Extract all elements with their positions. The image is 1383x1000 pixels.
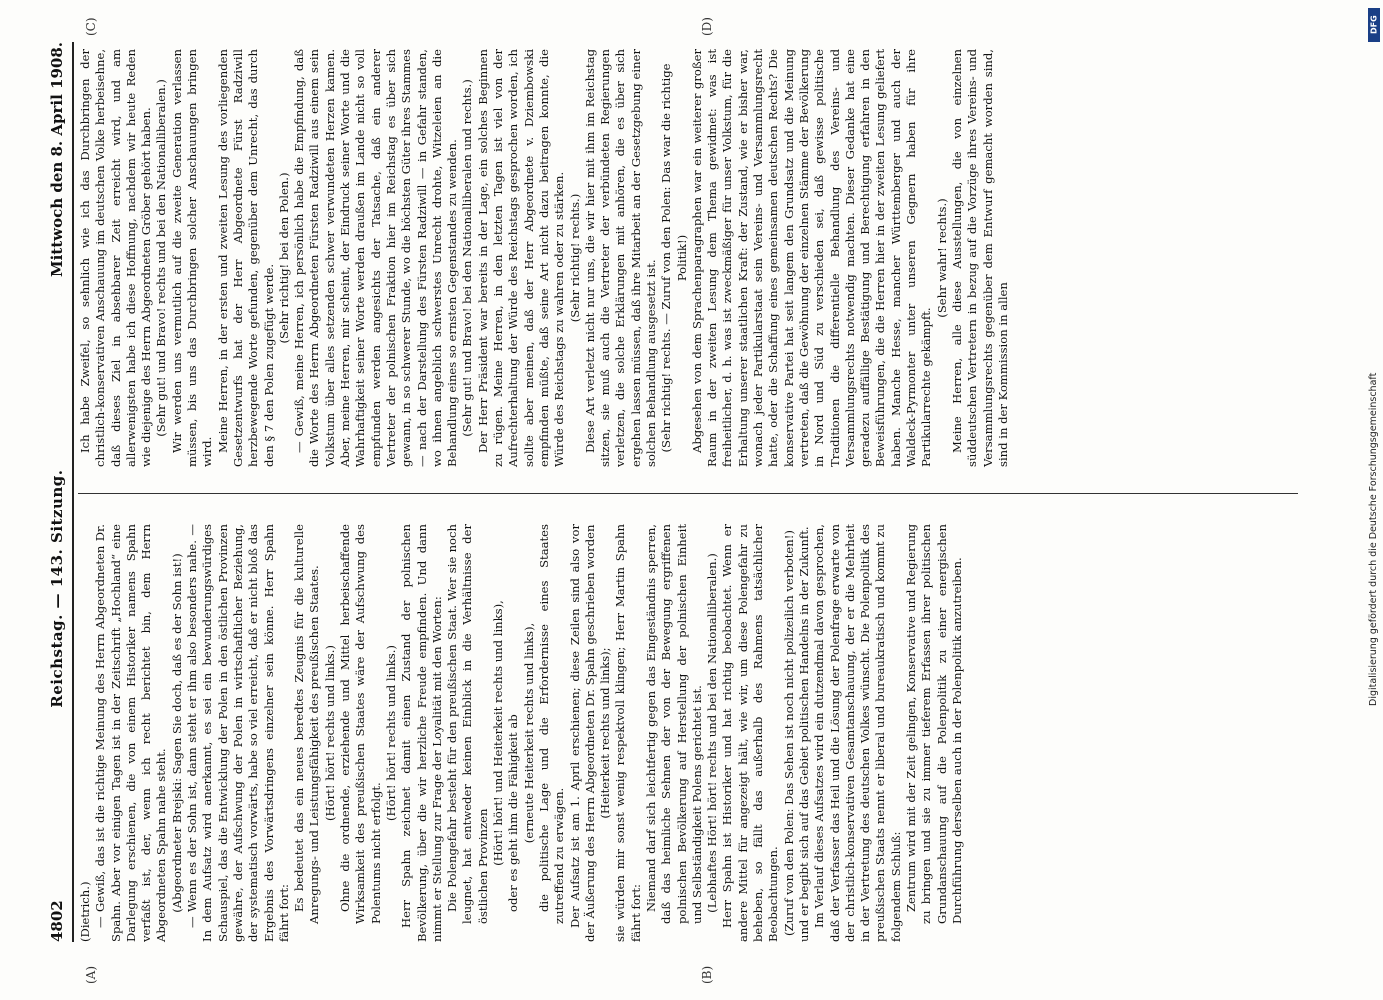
paragraph: Der Herr Präsident war bereits in der Lage, ein solches Beginnen zu rügen. Meine Herren, in den letzten Tagen ist viel von der Aufrechterhaltung der Würde des Reichstags gesprochen worden, ich sollte aber meinen, daß der Herr Abgeordnete v. Dziembowski empfinden müßte, daß seine Art nicht dazu beitragen konnte, die Würde des Reichstags zu wahren oder zu stärken.: [475, 49, 567, 467]
paragraph: Meine Herren, in der ersten und zweiten Lesung des vorliegenden Gesetzentwurfs hat der Herr Abgeordnete Fürst Radziwill herzbewegende Worte gefunden, gegenüber dem Unrecht, das durch den § 7 den Polen zugefügt werde.: [215, 49, 276, 467]
interjection: (Heiterkeit rechts und links);: [598, 647, 613, 819]
paragraph: Es bedeutet das ein neues beredtes Zeugnis für die kulturelle Anregungs- und Leistungsfähigkeit des preußischen Staates.: [292, 524, 322, 924]
margin-marker-c: (C): [84, 17, 98, 36]
interjection: (Sehr gut! und Bravo! rechts und bei den Nationalliberalen.): [154, 79, 169, 437]
margin-marker-d: (D): [700, 17, 714, 36]
interjection: (Sehr gut! und Bravo! bei den Nationalliberalen und rechts.): [460, 79, 475, 437]
interjection: (Sehr richtig! rechts. — Zuruf von den Polen: Das war die richtige Politik!): [659, 63, 689, 453]
interjection: (erneute Heiterkeit rechts und links),: [521, 622, 536, 844]
paragraph: Wir werden uns vermutlich auf die zweite Generation verlassen müssen, bis uns das Durchbringen solcher Anschauungen bringen wird.: [169, 49, 215, 467]
digitization-credit: Digitalisierung gefördert durch die Deutsche Forschungsgemeinschaft: [1368, 372, 1379, 706]
paragraph: Ohne die ordnende, erziehende und Mittel herbeischaffende Wirksamkeit des preußischen Staates wäre der Aufschwung des Polentums nicht erfolgt.: [338, 524, 383, 924]
paragraph: Diese Art verletzt nicht nur uns, die wir hier mit ihm im Reichstag sitzen, sie muß auch die Vertreter der verbündeten Regierungen verletzen, die solche Erklärungen mit anhören, die es über sich ergehen lassen müssen, daß ihre Mitarbeit an der Gesetzgebung einer solchen Behandlung ausgesetzt ist.: [582, 49, 658, 467]
page-date: Mittwoch den 8. April 1908.: [48, 42, 66, 277]
paragraph: und er begibt sich auf das Gebiet politischen Handelns in der Zukunft.: [796, 526, 811, 942]
paragraph: die politische Lage und die Erfordernisse eines Staates zutreffend zu erwägen.: [536, 524, 567, 924]
paragraph: sie würden mir sonst wenig respektvoll klingen; Herr Martin Spahn fährt fort:: [613, 524, 643, 942]
paragraph: Die Polengefahr besteht für den preußischen Staat. Wer sie noch leugnet, hat entweder keinen Einblick in die Verhältnisse der östlichen Provinzen: [445, 524, 490, 924]
paragraph: Im Verlauf dieses Aufsatzes wird ein dutzendmal davon gesprochen, daß der Verfasser das Heil und die Lösung der Polenfrage erwarte von der christlich-konservativen Gesamtanschauung, der er die Mehrheit in der Vertretung des deutschen Volkes wünscht. Die Polenpolitik des preußischen Staats nennt er liberal und bureaukratisch und kommt zu folgendem Schluß:: [812, 524, 903, 942]
interjection: (Abgeordneter Brejski: Sagen Sie doch, daß es der Sohn ist!): [169, 553, 184, 913]
page-header: [46, 42, 68, 942]
header-rule: [72, 42, 74, 942]
interjection: (Zuruf von den Polen: Das Sehen ist noch nicht polizeilich verboten!): [781, 530, 796, 936]
paragraph: Abgesehen von dem Sprachenparagraphen war ein weiterer großer Raum in der zweiten Lesung dem Thema gewidmet: was ist freiheitlicher, d. h. was ist zweckmäßiger für unser Volkstum, für die Erhaltung unserer staatlichen Kraft: der Zustand, wie er bisher war, wonach jeder Partikularstaat sein Vereins- und Versammlungsrecht hatte, oder die Schaffung eines gemeinsamen deutschen Rechts? Die konservative Partei hat seit langem den Grundsatz und die Meinung vertreten, daß die Gewöhnung der einzelnen Stämme der Bevölkerung in Nord und Süd zu verschieden sei, daß gewisse politische Traditionen die differentielle Behandlung des Vereins- und Versammlungsrechts notwendig machten. Dieser Gedanke hat eine geradezu auffällige Bestätigung und Berechtigung erfahren in den Beweisführungen, die die Herren hier in der zweiten Lesung geliefert haben. Manche Hesse, mancher Württemberger und auch der Waldeck-Pyrmonter unter unseren Gegnern haben für ihre Partikularrechte gekämpft.: [689, 49, 934, 467]
interjection: (Hört! hört! und Heiterkeit rechts und links),: [491, 600, 506, 866]
interjection: (Hört! hört! rechts und links.): [322, 645, 337, 821]
paragraph: Ich habe Zweifel, so sehnlich wie ich das Durchbringen der christlich-konservativen Anschauung im deutschen Volke herbeisehne, daß dieses Ziel in absehbarer Zeit erreicht wird, und am allerwenigsten habe ich diese Hoffnung, nachdem wir heute Reden wie diejenige des Herrn Abgeordneten Gröber gehört haben.: [78, 49, 154, 467]
interjection: (Sehr richtig! rechts.): [567, 193, 582, 323]
column-divider: [78, 493, 1298, 494]
paragraph: Zentrum wird mit der Zeit gelingen, Konservative und Regierung zu bringen und sie zu immer tieferem Erfassen ihrer politischen Grundanschauung auf die Polenpolitik zu einer energischen Durchführung derselben auch in der Polenpolitik anzutreiben.: [904, 524, 964, 924]
paragraph: Herr Spahn ist Historiker und hat richtig beobachtet. Wenn er andere Mittel für angezeigt hält, wie wir, um diese Polengefahr zu beheben, so fällt das außerhalb des Rahmens tatsächlicher Beobachtungen.: [720, 524, 781, 942]
margin-marker-a: (A): [84, 965, 98, 984]
paragraph: Der Aufsatz ist am 1. April erschienen; diese Zeilen sind also vor der Äußerung des Herrn Abgeordneten Dr. Spahn geschrieben worden: [567, 524, 597, 942]
page-number: 4802: [48, 900, 66, 942]
paragraph: — Gewiß, meine Herren, ich persönlich habe die Empfindung, daß die Worte des Herrn Abgeordneten Fürsten Radziwill aus einem sein Volkstum über alles setzenden schwer verwundeten Herzen kamen. Aber, meine Herren, mir scheint, der Eindruck seiner Worte und die Wahrhaftigkeit seiner Worte werden draußen im Lande nicht so voll empfunden werden angesichts der Tatsache, daß ein anderer Vertreter der polnischen Fraktion hier im Reichstag es über sich gewann, in so schwerer Stunde, wo die höchsten Güter ihres Stammes — nach der Darstellung des Fürsten Radziwill — in Gefahr standen, wo ihnen angeblich schwerstes Unrecht drohte, Witzeleien an die Behandlung eines so ernsten Gegenstandes zu wenden.: [292, 49, 460, 467]
paragraph: Niemand darf sich leichtfertig gegen das Eingeständnis sperren, daß das heimliche Sehnen der von der Bewegung ergriffenen polnischen Bevölkerung auf Herstellung der polnischen Einheit und Selbständigkeit Polens gerichtet ist.: [643, 524, 704, 924]
interjection: (Hört! hört! rechts und links.): [383, 645, 398, 821]
paragraph: — Wenn es der Sohn ist, dann steht er ihm also besonders nahe. — In dem Aufsatz wird anerkannt, es sei ein bewunderungswürdiges Schauspiel, das die Entwicklung der Polen in den östlichen Provinzen gewähre, der Aufschwung der Polen in wirtschaftlicher Beziehung, der systematisch vorwärts, habe so viel erreicht, daß er nicht bloß das Ergebnis des Vorwärtsdringens einzelner sein könne. Herr Spahn fährt fort:: [185, 524, 291, 942]
dfg-logo: DFG: [1368, 8, 1380, 42]
margin-marker-b: (B): [700, 965, 714, 984]
left-text-column: [78, 524, 965, 942]
interjection: (Sehr richtig! bei den Polen.): [276, 172, 291, 344]
right-text-column: [78, 49, 1011, 467]
interjection: (Sehr wahr! rechts.): [934, 198, 949, 318]
paragraph: Herr Spahn zeichnet damit einen Zustand der polnischen Bevölkerung, über die wir herzliche Freude empfinden. Und dann nimmt er Stellung zur Frage der Loyalität mit den Worten:: [399, 524, 444, 942]
interjection: (Lebhaftes Hört! hört! rechts und bei den Nationalliberalen.): [705, 553, 720, 913]
paragraph: (Dietrich.): [78, 881, 92, 942]
paragraph: — Gewiß, das ist die richtige Meinung des Herrn Abgeordneten Dr. Spahn. Aber vor einigen Tagen ist in der Zeitschrift „Hochland“ eine Darlegung erschienen, die von einem Historiker namens Spahn verfaßt ist, der, wenn ich recht berichtet bin, dem Herrn Abgeordneten Spahn nahe steht.: [93, 524, 169, 942]
page-title: Reichstag. — 143. Sitzung.: [48, 469, 66, 708]
paragraph: oder es geht ihm die Fähigkeit ab: [506, 714, 521, 912]
paragraph: Meine Herren, alle diese Ausstellungen, die von einzelnen süddeutschen Vertretern in bezug auf die Vorzüge ihres Vereins- und Versammlungsrechts gegenüber dem Entwurf gemacht worden sind, sind in der Kommission in allen: [949, 49, 1010, 467]
